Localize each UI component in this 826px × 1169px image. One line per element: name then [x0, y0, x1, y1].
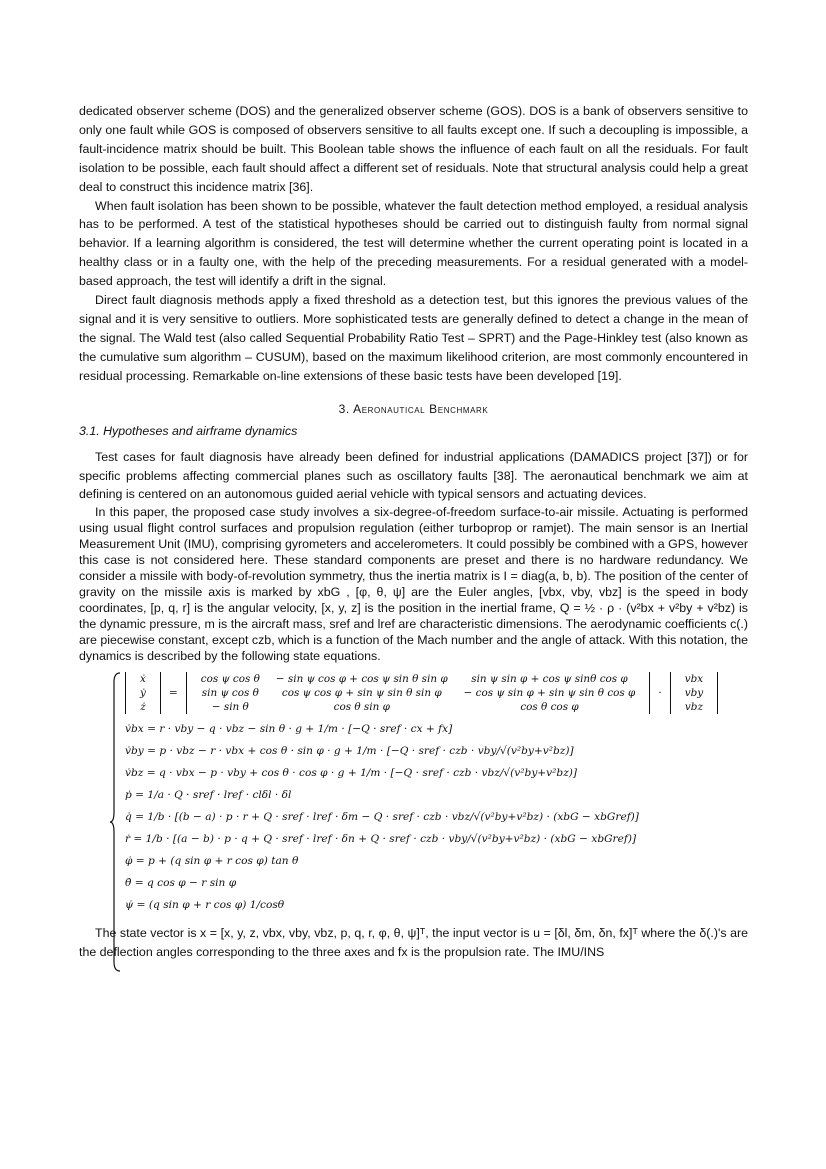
equation-vby-dot: v̇by = p · vbz − r · vbx + cos θ · sin φ · g + 1/m · [−Q · sref · czb · vby/√(v²by+v²bz)]: [125, 745, 574, 758]
matrix-cell: − cos ψ sin φ + sin ψ sin θ cos φ: [463, 687, 636, 700]
lhs-z-dot: ż: [140, 701, 146, 714]
matrix-cell: cos ψ cos θ: [200, 673, 260, 686]
position-derivative-vector: [125, 672, 161, 714]
equation-r-dot: ṙ = 1/b · [(a − b) · p · q + Q · sref · lref · δn + Q · sref · czb · vby/√(v²by+v²bz) · (xbG − xbGref)]: [125, 833, 637, 846]
matrix-cell: sin ψ cos θ: [201, 687, 259, 700]
paragraph-state-vector: The state vector is x = [x, y, z, vbx, vby, vbz, p, q, r, φ, θ, ψ]ᵀ, the input vector is u = [δl, δm, δn, fx]ᵀ where the δ(.)'s are the deflection angles corresponding to the three axes and fx is the propulsion rate. The IMU/INS: [79, 926, 748, 960]
matrix-cell: − sin ψ cos φ + cos ψ sin θ sin φ: [275, 673, 448, 686]
body-column: [79, 102, 748, 962]
equation-psi-dot: ψ̇ = (q sin φ + r cos φ) 1/cosθ: [125, 899, 285, 912]
lhs-y-dot: ẏ: [140, 687, 146, 700]
body-velocity-vector: [670, 672, 718, 714]
paragraph-test-cases: Test cases for fault diagnosis have already been defined for industrial applications (DAMADICS project [37]) or for specific problems affecting commercial planes such as oscillatory faults [38]. The aeronautical benchmark we aim at defining is centered on an autonomous guided aerial vehicle with typical sensors and actuating devices.: [79, 449, 748, 502]
left-brace-icon: [109, 672, 121, 972]
dot-operator: ·: [658, 687, 662, 700]
rotation-matrix: [186, 672, 651, 714]
section-heading: 3. Aeronautical Benchmark: [338, 401, 489, 416]
equals-sign: =: [168, 687, 178, 700]
equation-p-dot: ṗ = 1/a · Q · sref · lref · clδl · δl: [125, 789, 292, 802]
state-equations: [115, 672, 735, 916]
lhs-x-dot: ẋ: [140, 673, 146, 686]
equation-vbz-dot: v̇bz = q · vbx − p · vby + cos θ · cos φ · g + 1/m · [−Q · sref · czb · vbz/√(v²by+v²bz)]: [125, 767, 578, 780]
paragraph-dos-gos: dedicated observer scheme (DOS) and the generalized observer scheme (GOS). DOS is a bank of observers sensitive to only one fault while GOS is composed of observers sensitive to all faults except one. If such a decoupling is impossible, a fault-incidence matrix should be built. This Boolean table shows the influence of each fault on all the residuals. For fault isolation to be possible, each fault should affect a different set of residuals. Note that structural analysis could help a great deal to construct this incidence matrix [36].: [79, 104, 748, 194]
paragraph-direct-diagnosis: Direct fault diagnosis methods apply a fixed threshold as a detection test, but this ignores the previous values of the signal and it is very sensitive to outliers. More sophisticated tests are generally defined to detect a change in the mean of the signal. The Wald test (also called Sequential Probability Ratio Test – SPRT) and the Page-Hinkley test (also known as the cumulative sum algorithm – CUSUM), based on the maximum likelihood criterion, are most commonly encountered in residual processing. Remarkable on-line extensions of these basic tests have been developed [19].: [79, 293, 748, 383]
kinematics-matrix-equation: [125, 672, 735, 714]
paragraph-case-study: In this paper, the proposed case study involves a six-degree-of-freedom surface-to-air missile. Actuating is performed using usual flight control surfaces and propulsion regulation (either turboprop or ramjet). The main sensor is an Inertial Measurement Unit (IMU), comprising gyrometers and accelerometers. It could possibly be combined with a GPS, however this case is not considered here. These standard components are preset and there is no hardware redundancy. We consider a missile with body-of-revolution symmetry, thus the inertia matrix is I = diag(a, b, b). The position of the center of gravity on the missile axis is marked by xbG , [φ, θ, ψ] are the Euler angles, [vbx, vby, vbz] is the speed in body coordinates, [p, q, r] is the angular velocity, [x, y, z] is the position in the inertial frame, Q = ½ · ρ · (v²bx + v²by + v²bz) is the dynamic pressure, m is the aircraft mass, sref and lref are characteristic dimensions. The aerodynamic coefficients c(.) are piecewise constant, except czb, which is a function of the Mach number and the angle of attack. With this notation, the dynamics is described by the following state equations.: [79, 505, 748, 664]
matrix-cell: cos θ sin φ: [333, 701, 390, 714]
equation-q-dot: q̇ = 1/b · [(b − a) · p · r + Q · sref · lref · δm − Q · sref · czb · vbz/√(v²by+v²bz) · (xbG − xbGref)]: [125, 811, 639, 824]
rhs-vbx: vbx: [684, 673, 704, 686]
matrix-cell: cos ψ cos φ + sin ψ sin θ sin φ: [281, 687, 442, 700]
equation-vbx-dot: v̇bx = r · vby − q · vbz − sin θ · g + 1/m · [−Q · sref · cx + fx]: [125, 723, 453, 736]
equation-theta-dot: θ̇ = q cos φ − r sin φ: [125, 877, 237, 890]
paragraph-residual-analysis: When fault isolation has been shown to be possible, whatever the fault detection method employed, a residual analysis has to be performed. A test of the statistical hypotheses should be carried out to distinguish faulty from normal signal behavior. If a learning algorithm is considered, the test will determine whether the current operating point is located in a healthy class or in a faulty one, with the help of the preceding measurements. For a residual generated with a model-based approach, the test will identify a drift in the signal.: [79, 198, 748, 289]
matrix-cell: cos θ cos φ: [520, 701, 579, 714]
rhs-vby: vby: [684, 687, 704, 700]
matrix-cell: − sin θ: [211, 701, 249, 714]
equation-phi-dot: φ̇ = p + (q sin φ + r cos φ) tan θ: [125, 855, 299, 868]
matrix-cell: sin ψ sin φ + cos ψ sinθ cos φ: [471, 673, 628, 686]
subsection-heading: 3.1. Hypotheses and airframe dynamics: [79, 423, 298, 438]
rhs-vbz: vbz: [684, 701, 703, 714]
